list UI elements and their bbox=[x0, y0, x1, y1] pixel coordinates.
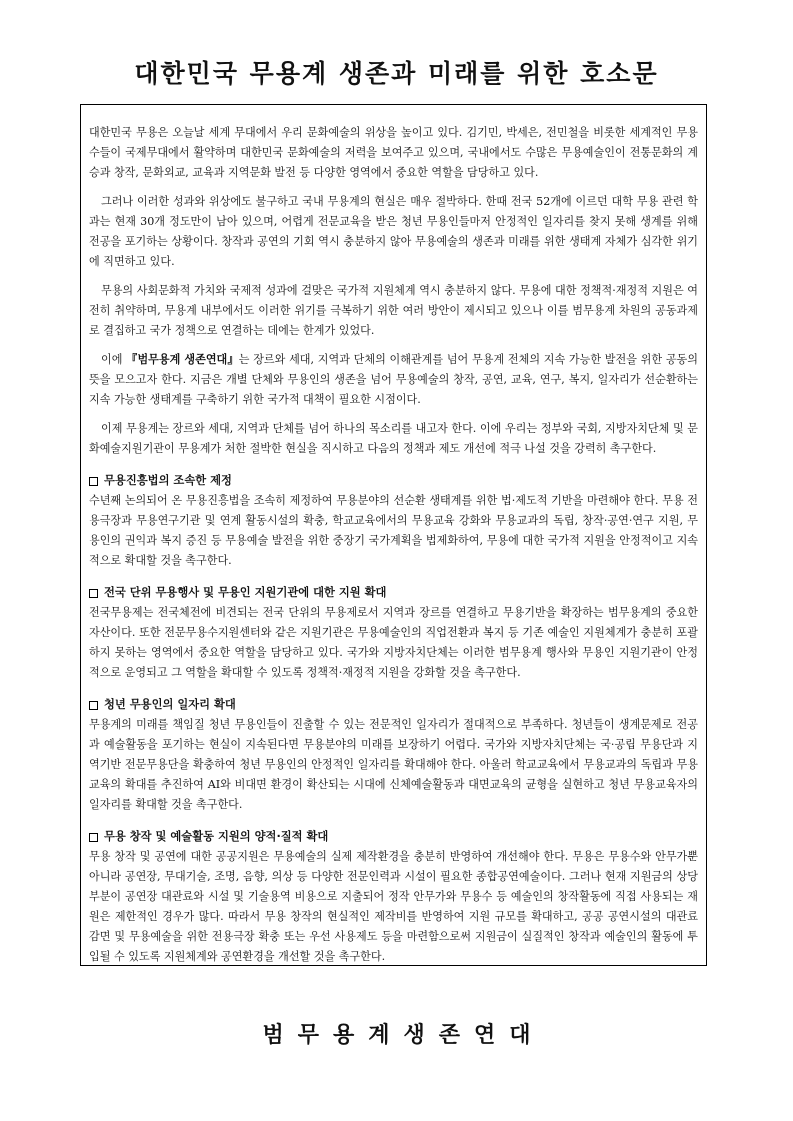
document-title: 대한민국 무용계 생존과 미래를 위한 호소문 bbox=[134, 59, 659, 88]
support-paragraph: 무용의 사회문화적 가치와 국제적 성과에 걸맞은 국가적 지원체계 역시 충분하지 않다. 무용에 대한 정책적·재정적 지원은 여전히 취약하며, 무용계 내부에서도 이러한 위기를 극복하기 위한 여러 방안이 제시되고 있으나 이를 범무용계 차원의 공동과제로 결집하고 국가 정책으로 연결하는 데에는 한계가 있었다. bbox=[89, 284, 698, 337]
section-body-youth-jobs: 무용계의 미래를 책임질 청년 무용인들이 진출할 수 있는 전문적인 일자리가 절대적으로 부족하다. 청년들이 생계문제로 전공과 예술활동을 포기하는 현실이 지속된다면 무용분야의 미래를 보장하기 어렵다. 국가와 지방자치단체는 국·공립 무용단과 지역기반 전문무용단을 확충하여 청년 무용인의 안정적인 일자리를 확대해야 한다. 아울러 학교교육에서 무용교과의 독립과 무용교육의 확대를 추진하여 AI와 비대면 환경이 확산되는 시대에 신체예술활동과 대면교육의 균형을 실현하고 청년 무용교육자의 일자리를 확대할 것을 촉구한다. bbox=[89, 718, 698, 811]
intro-paragraph: 대한민국 무용은 오늘날 세계 무대에서 우리 문화예술의 위상을 높이고 있다. 김기민, 박세은, 전민철을 비롯한 세계적인 무용수들이 국제무대에서 활약하며 대한민국 문화예술의 저력을 보여주고 있으며, 국내에서도 수많은 무용예술인이 전통문화의 계승과 창작, 문화외교, 교육과 지역문화 발전 등 다양한 영역에서 중요한 역할을 담당하고 있다. bbox=[89, 126, 698, 179]
section-heading-creation-support bbox=[89, 827, 698, 847]
section-heading-label: 청년 무용인의 일자리 확대 bbox=[104, 698, 236, 711]
checkbox-icon bbox=[89, 589, 98, 598]
section-body-national-events: 전국무용제는 전국체전에 비견되는 전국 단위의 무용제로서 지역과 장르를 연결하고 무용기반을 확장하는 범무용계의 중요한 자산이다. 또한 전문무용수지원센터와 같은 지원기관은 무용예술인의 직업전환과 복지 등 기존 예술인 지원체계가 충분히 포괄하지 못하는 영역에서 중요한 역할을 담당하고 있다. 국가와 지방자치단체는 이러한 범무용계 행사와 무용인 지원기관이 안정적으로 운영되고 그 역할을 확대할 수 있도록 정책적·재정적 지원을 강화할 것을 촉구한다. bbox=[89, 606, 698, 679]
call-paragraph: 이제 무용계는 장르와 세대, 지역과 단체를 넘어 하나의 목소리를 내고자 한다. 이에 우리는 정부와 국회, 지방자치단체 및 문화예술지원기관이 무용계가 처한 절박한 현실을 직시하고 다음의 정책과 제도 개선에 적극 나설 것을 강력히 촉구한다. bbox=[89, 422, 698, 455]
organization-name: 『범무용계 생존연대』 bbox=[126, 353, 239, 366]
appeal-box bbox=[80, 104, 707, 966]
checkbox-icon bbox=[89, 833, 98, 842]
checkbox-icon bbox=[89, 701, 98, 710]
section-body-creation-support: 무용 창작 및 공연에 대한 공공지원은 무용예술의 실제 제작환경을 충분히 반영하여 개선해야 한다. 무용은 무용수와 안무가뿐 아니라 공연장, 무대기술, 조명, 음향, 의상 등 다양한 전문인력과 시설이 필요한 종합공연예술이다. 그러나 현재 지원금의 상당 부분이 공연장 대관료와 시설 및 기술용역 비용으로 지출되어 정작 안무가와 무용수 등 예술인의 창작활동에 직접 사용되는 재원은 제한적인 경우가 많다. 따라서 무용 창작의 현실적인 제작비를 반영하여 지원 규모를 확대하고, 공공 공연시설의 대관료 감면 및 무용예술을 위한 전용극장 확충 또는 우선 사용제도 등을 마련함으로써 지원금이 실질적인 창작과 예술인의 활동에 투입될 수 있도록 지원체계와 공연환경을 개선할 것을 촉구한다. bbox=[89, 850, 698, 963]
signature: 범무용계생존연대 bbox=[262, 1023, 545, 1048]
solidarity-body: 는 장르와 세대, 지역과 단체의 이해관계를 넘어 무용계 전체의 지속 가능한 발전을 위한 공동의 뜻을 모으고자 한다. 지금은 개별 단체와 무용인의 생존을 넘어 무용예술의 창작, 공연, 교육, 연구, 복지, 일자리가 선순환하는 지속 가능한 생태계를 구축하기 위한 국가적 대책이 필요한 시점이다. bbox=[89, 353, 698, 406]
solidarity-paragraph bbox=[89, 350, 698, 410]
section-heading-label: 무용 창작 및 예술활동 지원의 양적·질적 확대 bbox=[104, 830, 329, 843]
section-body-dance-promotion-act: 수년째 논의되어 온 무용진흥법을 조속히 제정하여 무용분야의 선순환 생태계를 위한 법·제도적 기반을 마련해야 한다. 무용 전용극장과 무용연구기관 및 연계 활동시설의 확충, 학교교육에서의 무용교육 강화와 무용교과의 독립, 창작·공연·연구 지원, 무용인의 권익과 복지 증진 등 무용예술 발전을 위한 중장기 국가계획을 법제화하여, 무용에 대한 국가적 지원을 안정적이고 지속적으로 확대할 것을 촉구한다. bbox=[89, 494, 698, 567]
section-heading-national-events bbox=[89, 583, 698, 603]
crisis-paragraph: 그러나 이러한 성과와 위상에도 불구하고 국내 무용계의 현실은 매우 절박하다. 한때 전국 52개에 이르던 대학 무용 관련 학과는 현재 30개 정도만이 남아 있으며, 어렵게 전문교육을 받은 청년 무용인들마저 안정적인 일자리를 찾지 못해 생계를 위해 전공을 포기하는 상황이다. 창작과 공연의 기회 역시 충분하지 않아 무용예술의 생존과 미래를 위한 생태계 자체가 심각한 위기에 직면하고 있다. bbox=[89, 195, 698, 268]
solidarity-lead: 이에 bbox=[101, 353, 127, 366]
section-heading-label: 무용진흥법의 조속한 제정 bbox=[104, 474, 232, 487]
section-heading-label: 전국 단위 무용행사 및 무용인 지원기관에 대한 지원 확대 bbox=[104, 586, 387, 599]
section-heading-youth-jobs bbox=[89, 695, 698, 715]
section-heading-dance-promotion-act bbox=[89, 471, 698, 491]
checkbox-icon bbox=[89, 477, 98, 486]
